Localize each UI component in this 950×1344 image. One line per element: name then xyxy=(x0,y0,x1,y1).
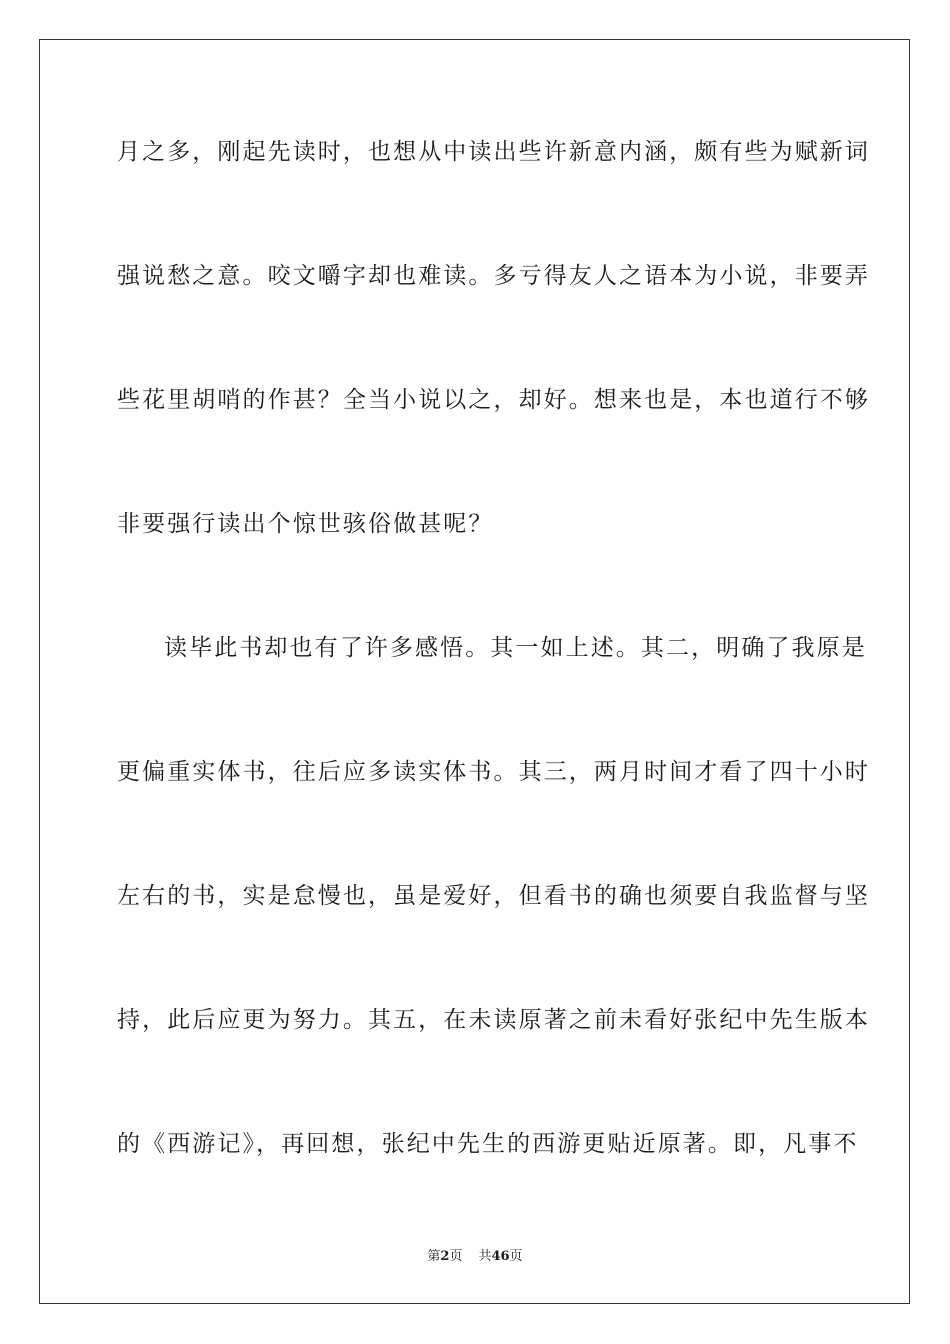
body-text-line-8: 持，此后应更为努力。其五，在未读原著之前未看好张纪中先生版本 xyxy=(117,1007,870,1033)
body-text-line-4: 非要强行读出个惊世骇俗做甚呢？ xyxy=(117,511,494,537)
body-text-line-1: 月之多，刚起先读时，也想从中读出些许新意内涵，颇有些为赋新词 xyxy=(117,139,870,165)
total-pages: 46 xyxy=(491,1249,510,1264)
page-number: 2 xyxy=(440,1249,450,1264)
body-text-line-3: 些花里胡哨的作甚？全当小说以之，却好。想来也是，本也道行不够 xyxy=(117,387,870,413)
body-text-line-6: 更偏重实体书，往后应多读实体书。其三，两月时间才看了四十小时 xyxy=(117,759,870,785)
total-pages-label: 共46页 xyxy=(478,1249,523,1264)
body-text-line-2: 强说愁之意。咬文嚼字却也难读。多亏得友人之语本为小说，非要弄 xyxy=(117,263,870,289)
page-border xyxy=(39,39,910,1304)
body-text-line-9: 的《西游记》，再回想，张纪中先生的西游更贴近原著。即，凡事不 xyxy=(117,1131,859,1157)
body-text-line-7: 左右的书，实是怠慢也，虽是爱好，但看书的确也须要自我监督与坚 xyxy=(117,883,870,909)
page-footer xyxy=(0,1248,950,1266)
page-number-label: 第2页 xyxy=(427,1249,463,1264)
body-text-line-5: 读毕此书却也有了许多感悟。其一如上述。其二，明确了我原是 xyxy=(164,635,867,661)
